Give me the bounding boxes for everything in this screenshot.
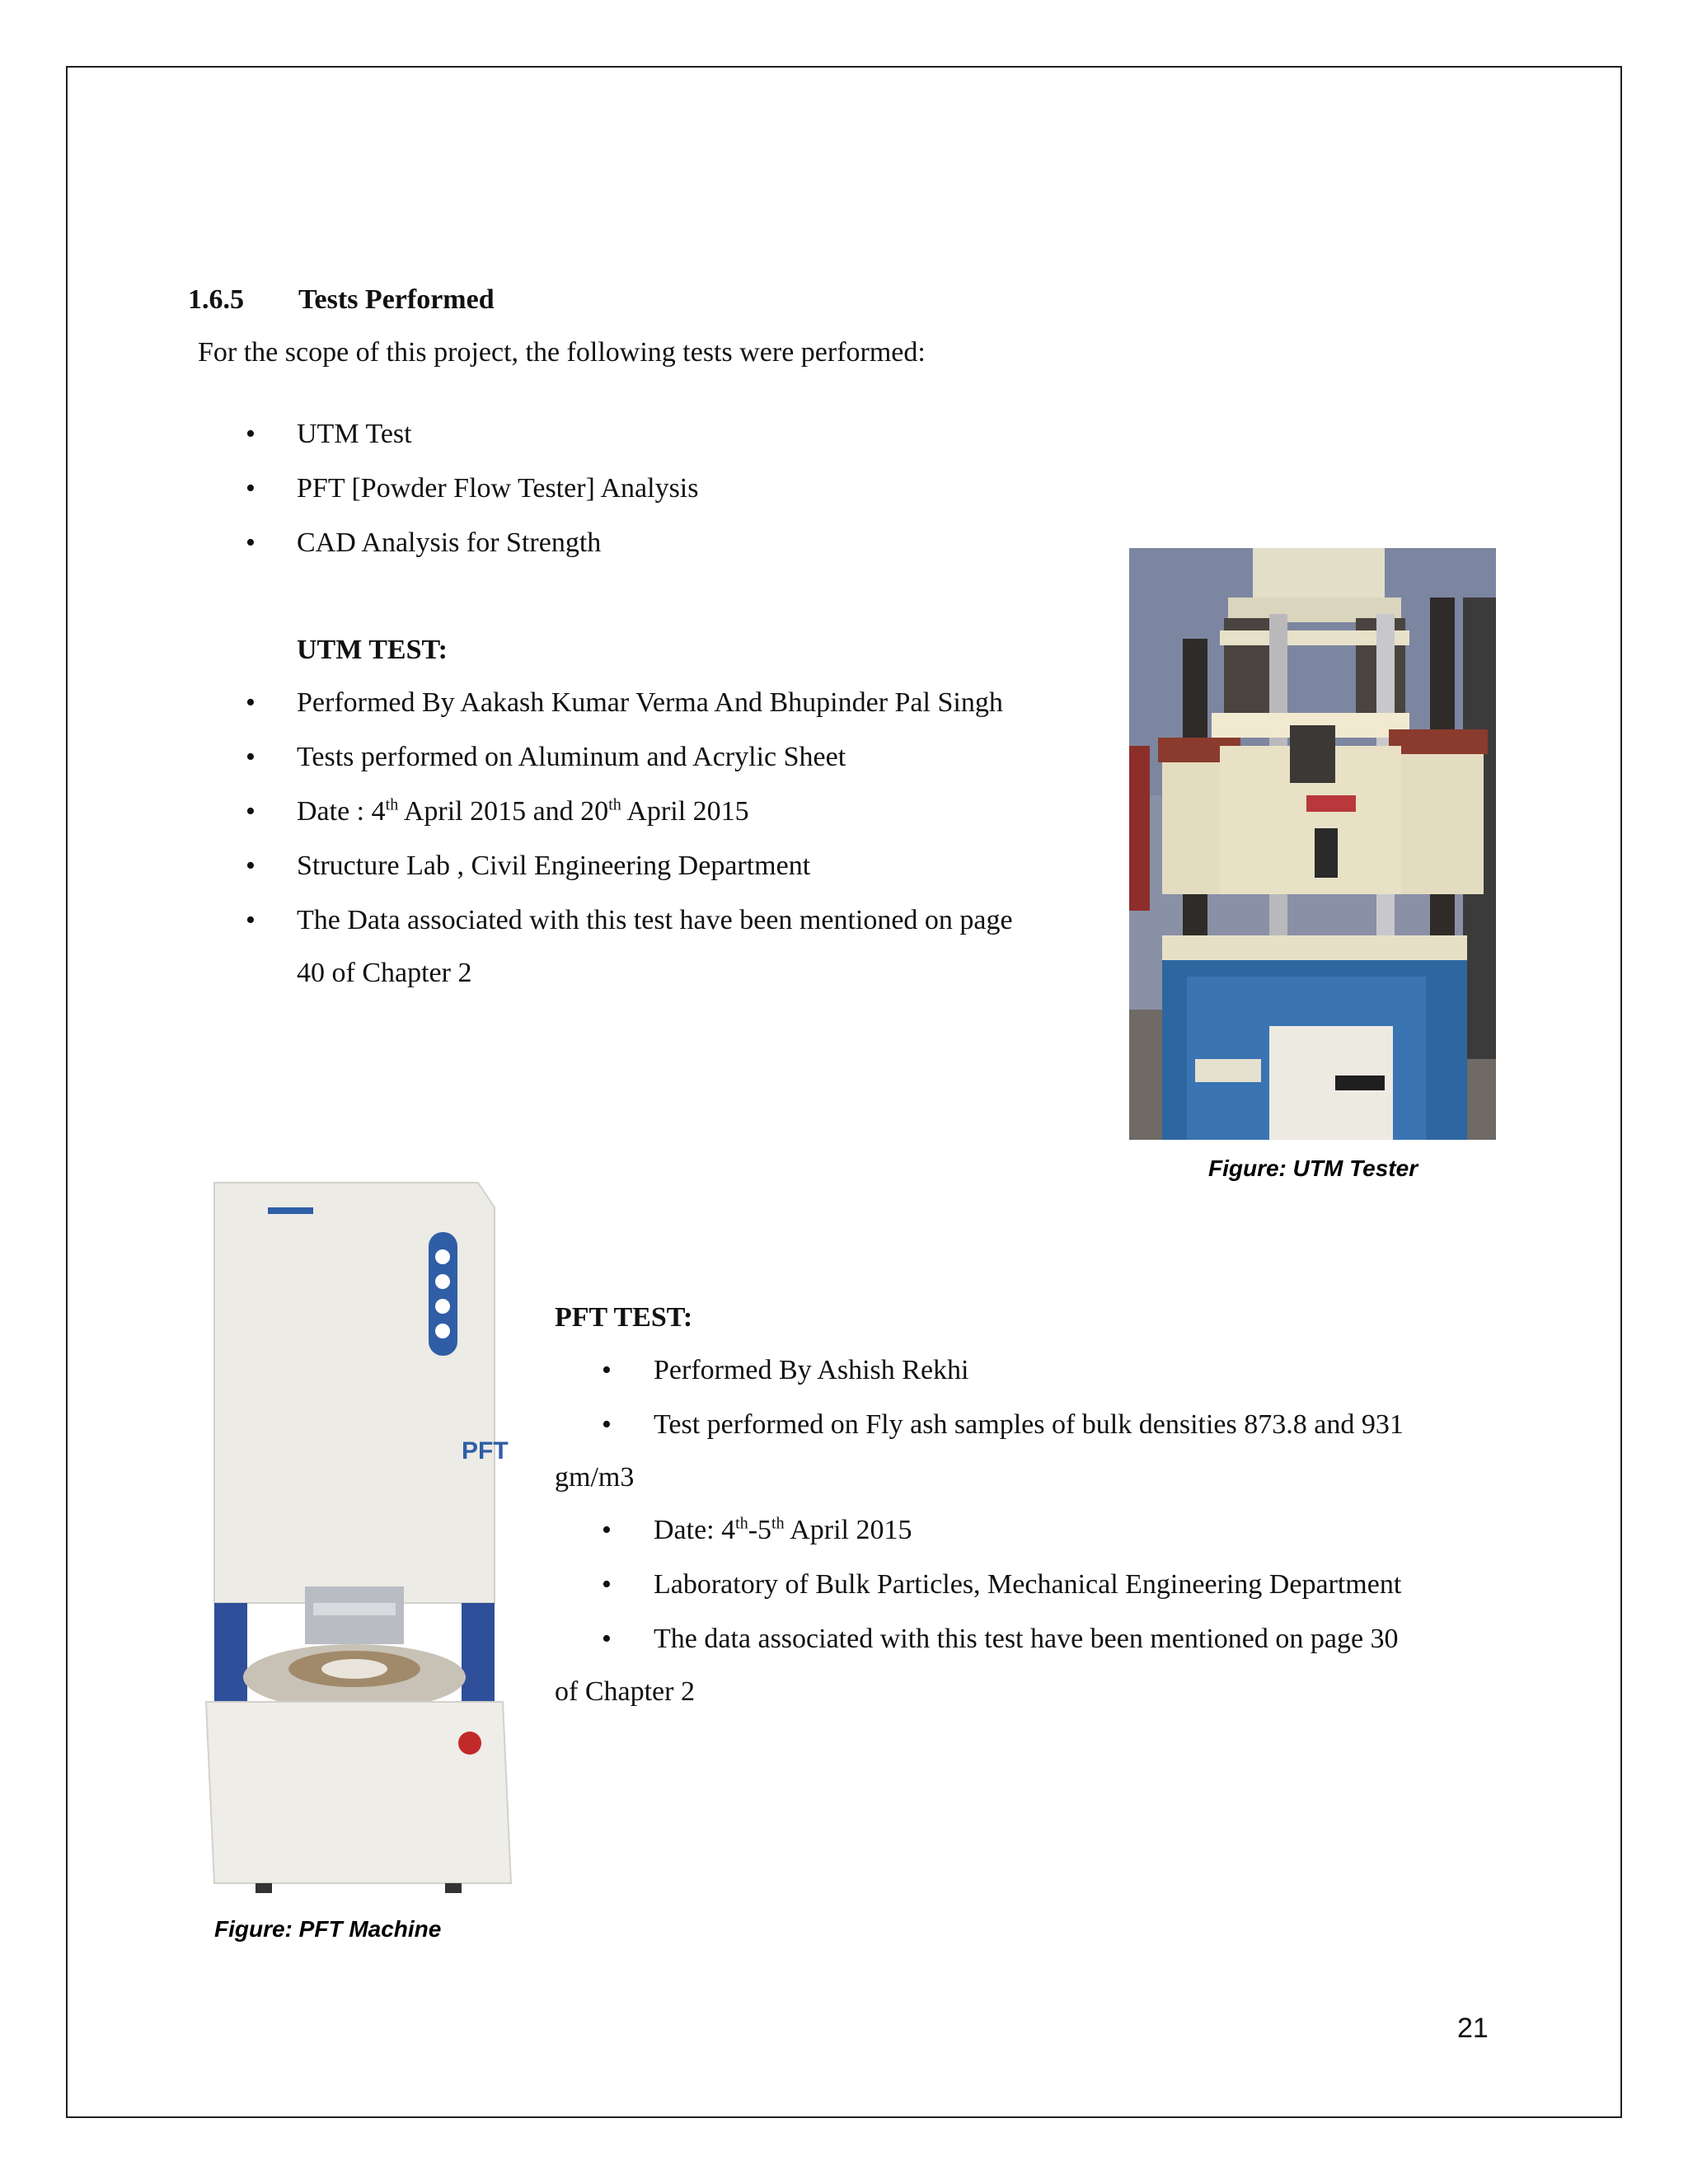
bullet-icon: •: [246, 796, 256, 827]
bullet-icon: •: [602, 1409, 612, 1440]
bullet-icon: •: [246, 687, 256, 718]
list-item: CAD Analysis for Strength: [297, 527, 602, 558]
list-item: Tests performed on Aluminum and Acrylic Sheet: [297, 742, 846, 772]
list-item-continuation: 40 of Chapter 2: [297, 958, 472, 988]
section-number: 1.6.5: [188, 284, 244, 315]
bullet-icon: •: [246, 473, 256, 504]
utm-tester-illustration: [1129, 548, 1496, 1140]
list-item: Structure Lab , Civil Engineering Department: [297, 851, 811, 881]
list-item: The data associated with this test have been mentioned on page 30: [654, 1624, 1399, 1654]
bullet-icon: •: [246, 419, 256, 449]
list-item: Performed By Aakash Kumar Verma And Bhupinder Pal Singh: [297, 687, 1003, 718]
page-number: 21: [1457, 2013, 1489, 2044]
utm-date: Date : 4th April 2015 and 20th April 2015: [297, 795, 749, 827]
bullet-icon: •: [246, 527, 256, 558]
pft-date: Date: 4th-5th April 2015: [654, 1514, 912, 1545]
list-item: Test performed on Fly ash samples of bulk densities 873.8 and 931: [654, 1409, 1404, 1440]
bullet-icon: •: [602, 1515, 612, 1545]
pft-logo: PFT: [462, 1437, 509, 1465]
pft-machine-photo: [198, 1174, 528, 1900]
pft-heading: PFT TEST:: [555, 1302, 693, 1333]
list-item: UTM Test: [297, 419, 412, 449]
section-title: Tests Performed: [298, 284, 495, 315]
utm-tester-photo: [1129, 548, 1496, 1140]
pft-figure-caption: Figure: PFT Machine: [214, 1916, 442, 1942]
bullet-icon: •: [602, 1355, 612, 1385]
bullet-icon: •: [246, 742, 256, 772]
list-item: Performed By Ashish Rekhi: [654, 1355, 969, 1385]
utm-figure-caption: Figure: UTM Tester: [1208, 1155, 1418, 1181]
list-item: PFT [Powder Flow Tester] Analysis: [297, 473, 699, 504]
bullet-icon: •: [246, 851, 256, 881]
bullet-icon: •: [602, 1569, 612, 1600]
section-intro: For the scope of this project, the following tests were performed:: [198, 337, 926, 368]
pft-machine-illustration: [198, 1174, 528, 1900]
list-item-continuation: of Chapter 2: [555, 1676, 695, 1707]
list-item: Laboratory of Bulk Particles, Mechanical Engineering Department: [654, 1569, 1402, 1600]
list-item-continuation: gm/m3: [555, 1462, 635, 1493]
list-item: The Data associated with this test have been mentioned on page: [297, 905, 1013, 935]
utm-heading: UTM TEST:: [297, 635, 448, 665]
bullet-icon: •: [246, 905, 256, 935]
bullet-icon: •: [602, 1624, 612, 1654]
